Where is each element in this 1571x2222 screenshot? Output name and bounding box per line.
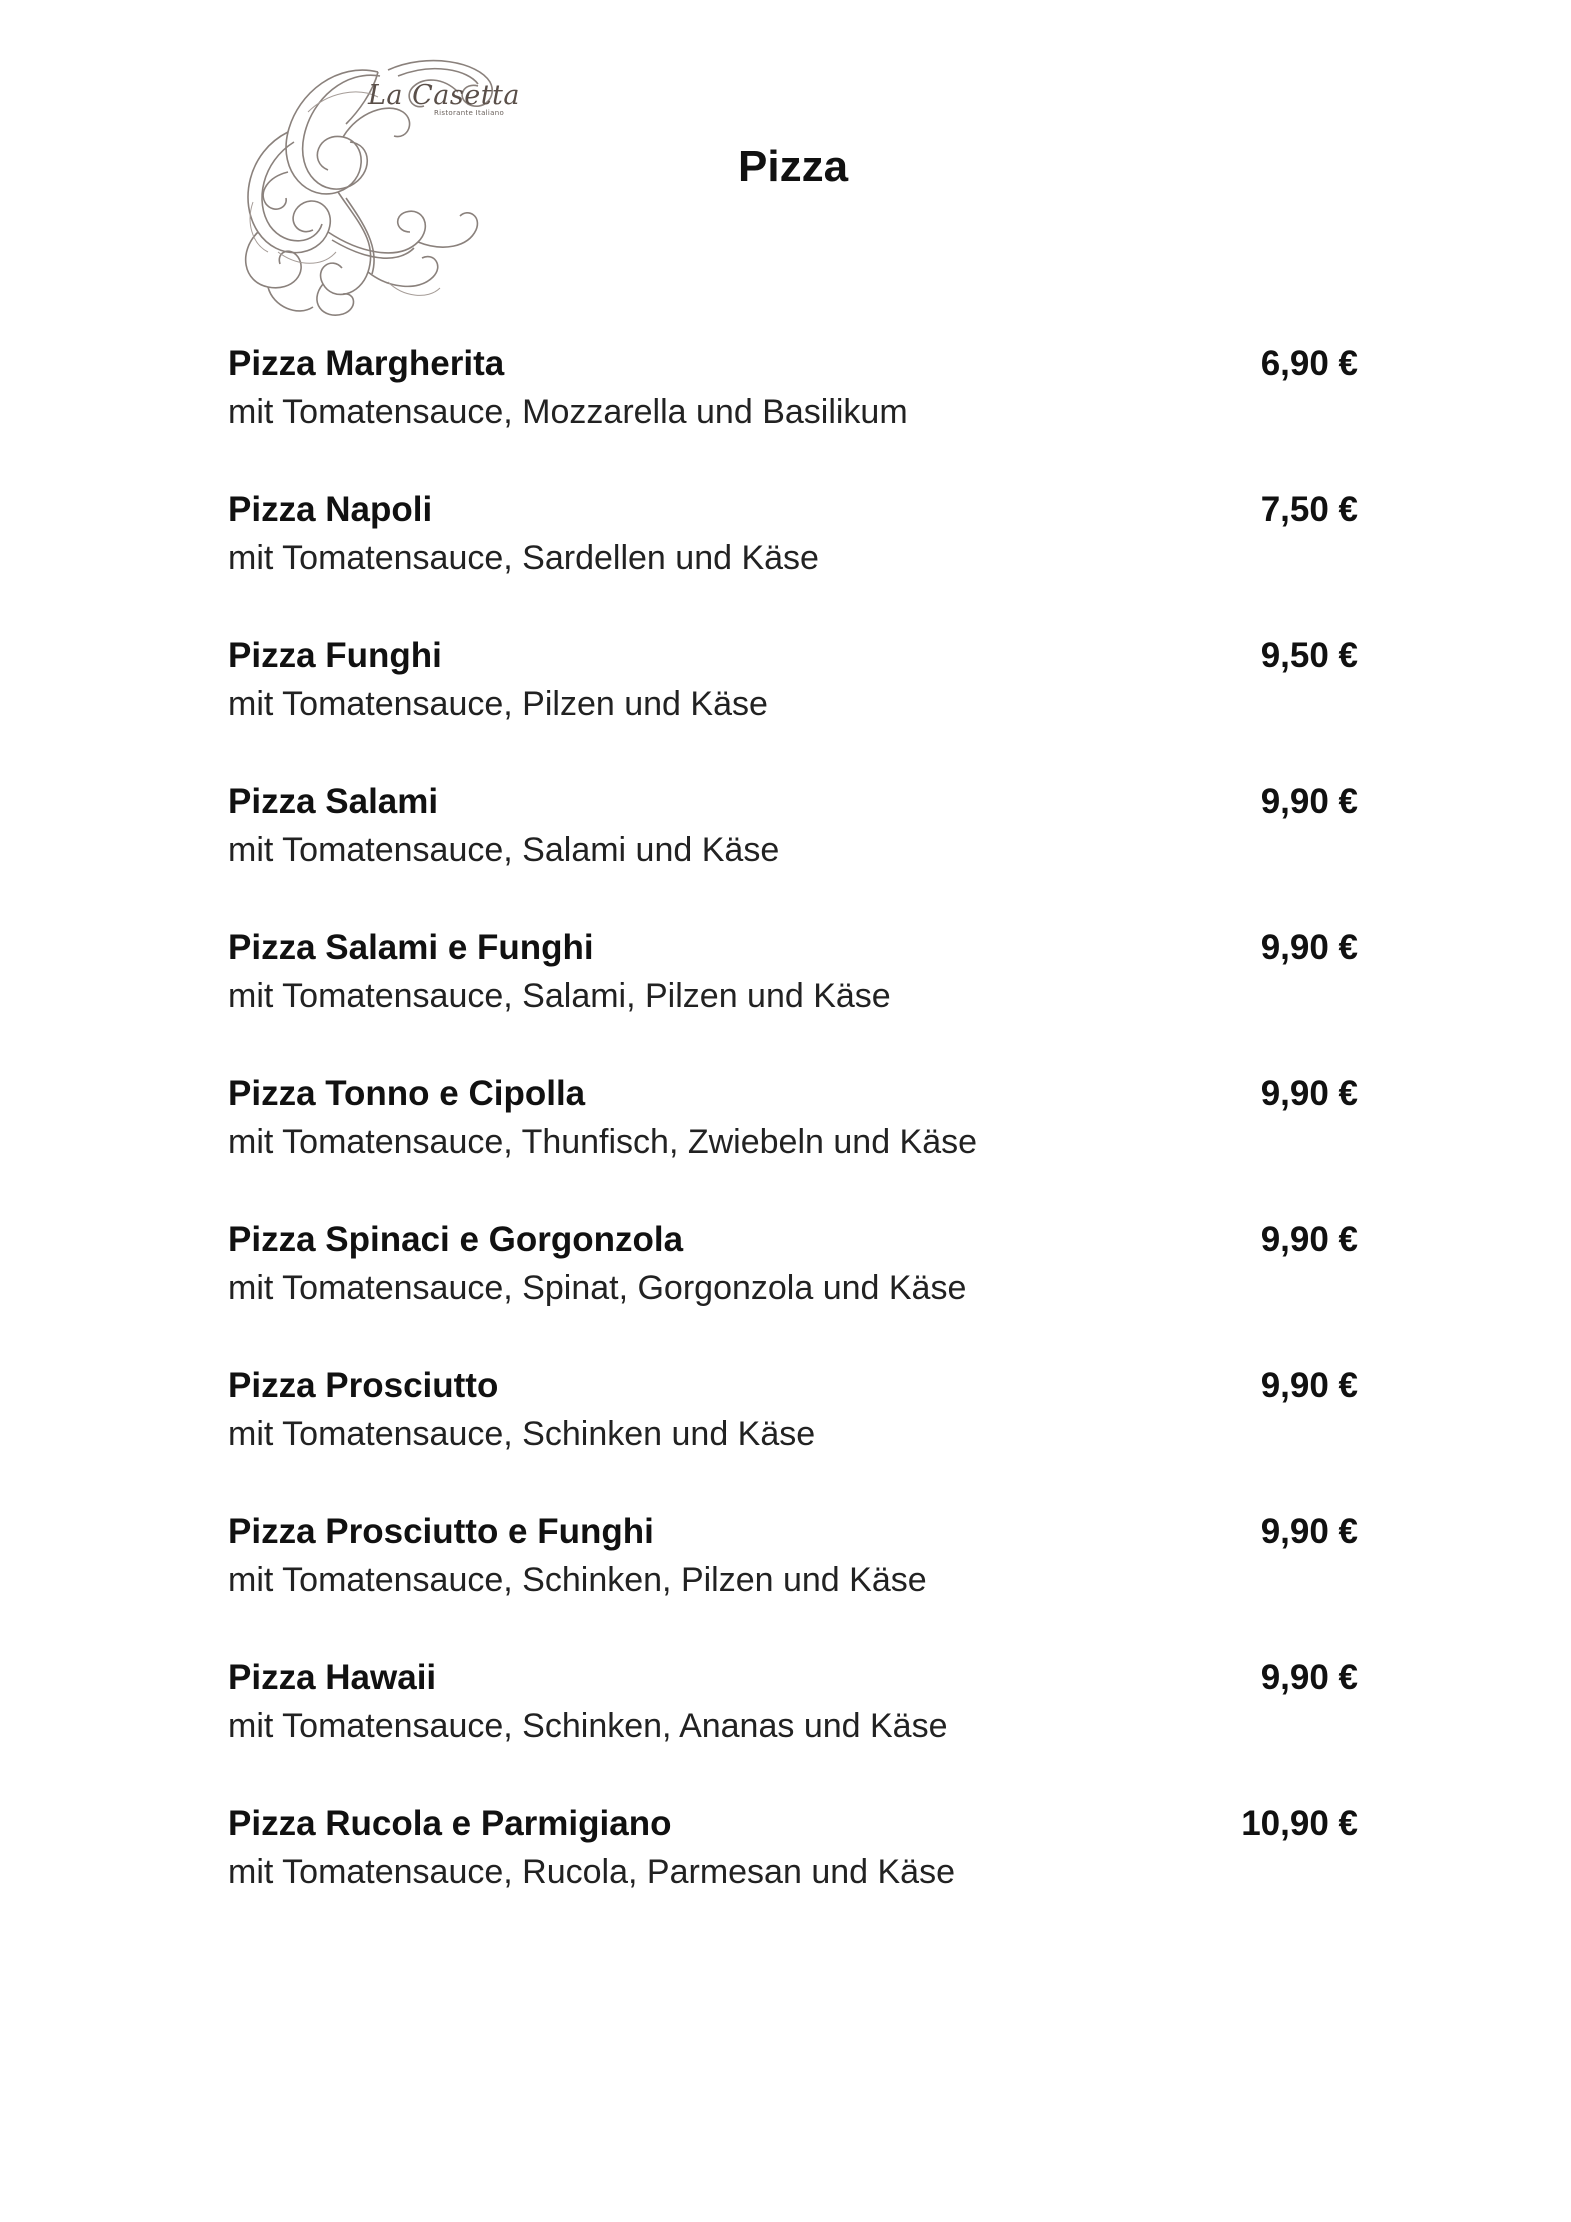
item-description: mit Tomatensauce, Spinat, Gorgonzola und Käse — [228, 1269, 967, 1307]
item-price: 9,90 € — [1260, 928, 1358, 967]
item-name: Pizza Salami e Funghi — [228, 928, 594, 967]
logo-wordmark — [368, 80, 520, 117]
item-name: Pizza Salami — [228, 782, 439, 821]
item-price: 9,90 € — [1260, 1658, 1358, 1697]
item-name: Pizza Tonno e Cipolla — [228, 1074, 586, 1113]
item-description: mit Tomatensauce, Schinken, Ananas und Käse — [228, 1707, 948, 1745]
item-description: mit Tomatensauce, Mozzarella und Basilikum — [228, 393, 908, 431]
item-description: mit Tomatensauce, Sardellen und Käse — [228, 539, 819, 577]
item-description: mit Tomatensauce, Pilzen und Käse — [228, 685, 768, 723]
logo-subtitle: Ristorante Italiano — [434, 109, 505, 117]
restaurant-logo — [228, 52, 528, 324]
menu-item — [228, 778, 1358, 924]
item-name: Pizza Prosciutto — [228, 1366, 499, 1405]
item-price: 9,90 € — [1260, 1512, 1358, 1551]
item-name: Pizza Prosciutto e Funghi — [228, 1512, 654, 1551]
item-price: 9,90 € — [1260, 1220, 1358, 1259]
menu-item — [228, 1800, 1358, 1946]
item-price: 9,90 € — [1260, 1074, 1358, 1113]
item-name: Pizza Hawaii — [228, 1658, 437, 1697]
item-name: Pizza Margherita — [228, 344, 505, 383]
item-name: Pizza Funghi — [228, 636, 442, 675]
item-name: Pizza Rucola e Parmigiano — [228, 1804, 672, 1843]
item-price: 9,90 € — [1260, 782, 1358, 821]
menu-item — [228, 340, 1358, 486]
logo-name: La Casetta — [368, 80, 520, 111]
menu-item — [228, 1070, 1358, 1216]
menu-list — [228, 340, 1358, 1946]
menu-item — [228, 1654, 1358, 1800]
item-description: mit Tomatensauce, Rucola, Parmesan und Käse — [228, 1853, 955, 1891]
item-name: Pizza Napoli — [228, 490, 433, 529]
item-description: mit Tomatensauce, Schinken, Pilzen und Käse — [228, 1561, 927, 1599]
menu-item — [228, 1216, 1358, 1362]
item-name: Pizza Spinaci e Gorgonzola — [228, 1220, 684, 1259]
item-description: mit Tomatensauce, Schinken und Käse — [228, 1415, 816, 1453]
menu-item — [228, 486, 1358, 632]
item-description: mit Tomatensauce, Salami und Käse — [228, 831, 780, 869]
menu-item — [228, 1508, 1358, 1654]
menu-item — [228, 924, 1358, 1070]
item-price: 7,50 € — [1260, 490, 1358, 529]
item-description: mit Tomatensauce, Salami, Pilzen und Käse — [228, 977, 891, 1015]
item-price: 9,90 € — [1260, 1366, 1358, 1405]
menu-item — [228, 632, 1358, 778]
item-price: 6,90 € — [1260, 344, 1358, 383]
item-price: 10,90 € — [1241, 1804, 1358, 1843]
menu-item — [228, 1362, 1358, 1508]
page-title: Pizza — [738, 142, 849, 191]
item-description: mit Tomatensauce, Thunfisch, Zwiebeln und Käse — [228, 1123, 978, 1161]
item-price: 9,50 € — [1260, 636, 1358, 675]
